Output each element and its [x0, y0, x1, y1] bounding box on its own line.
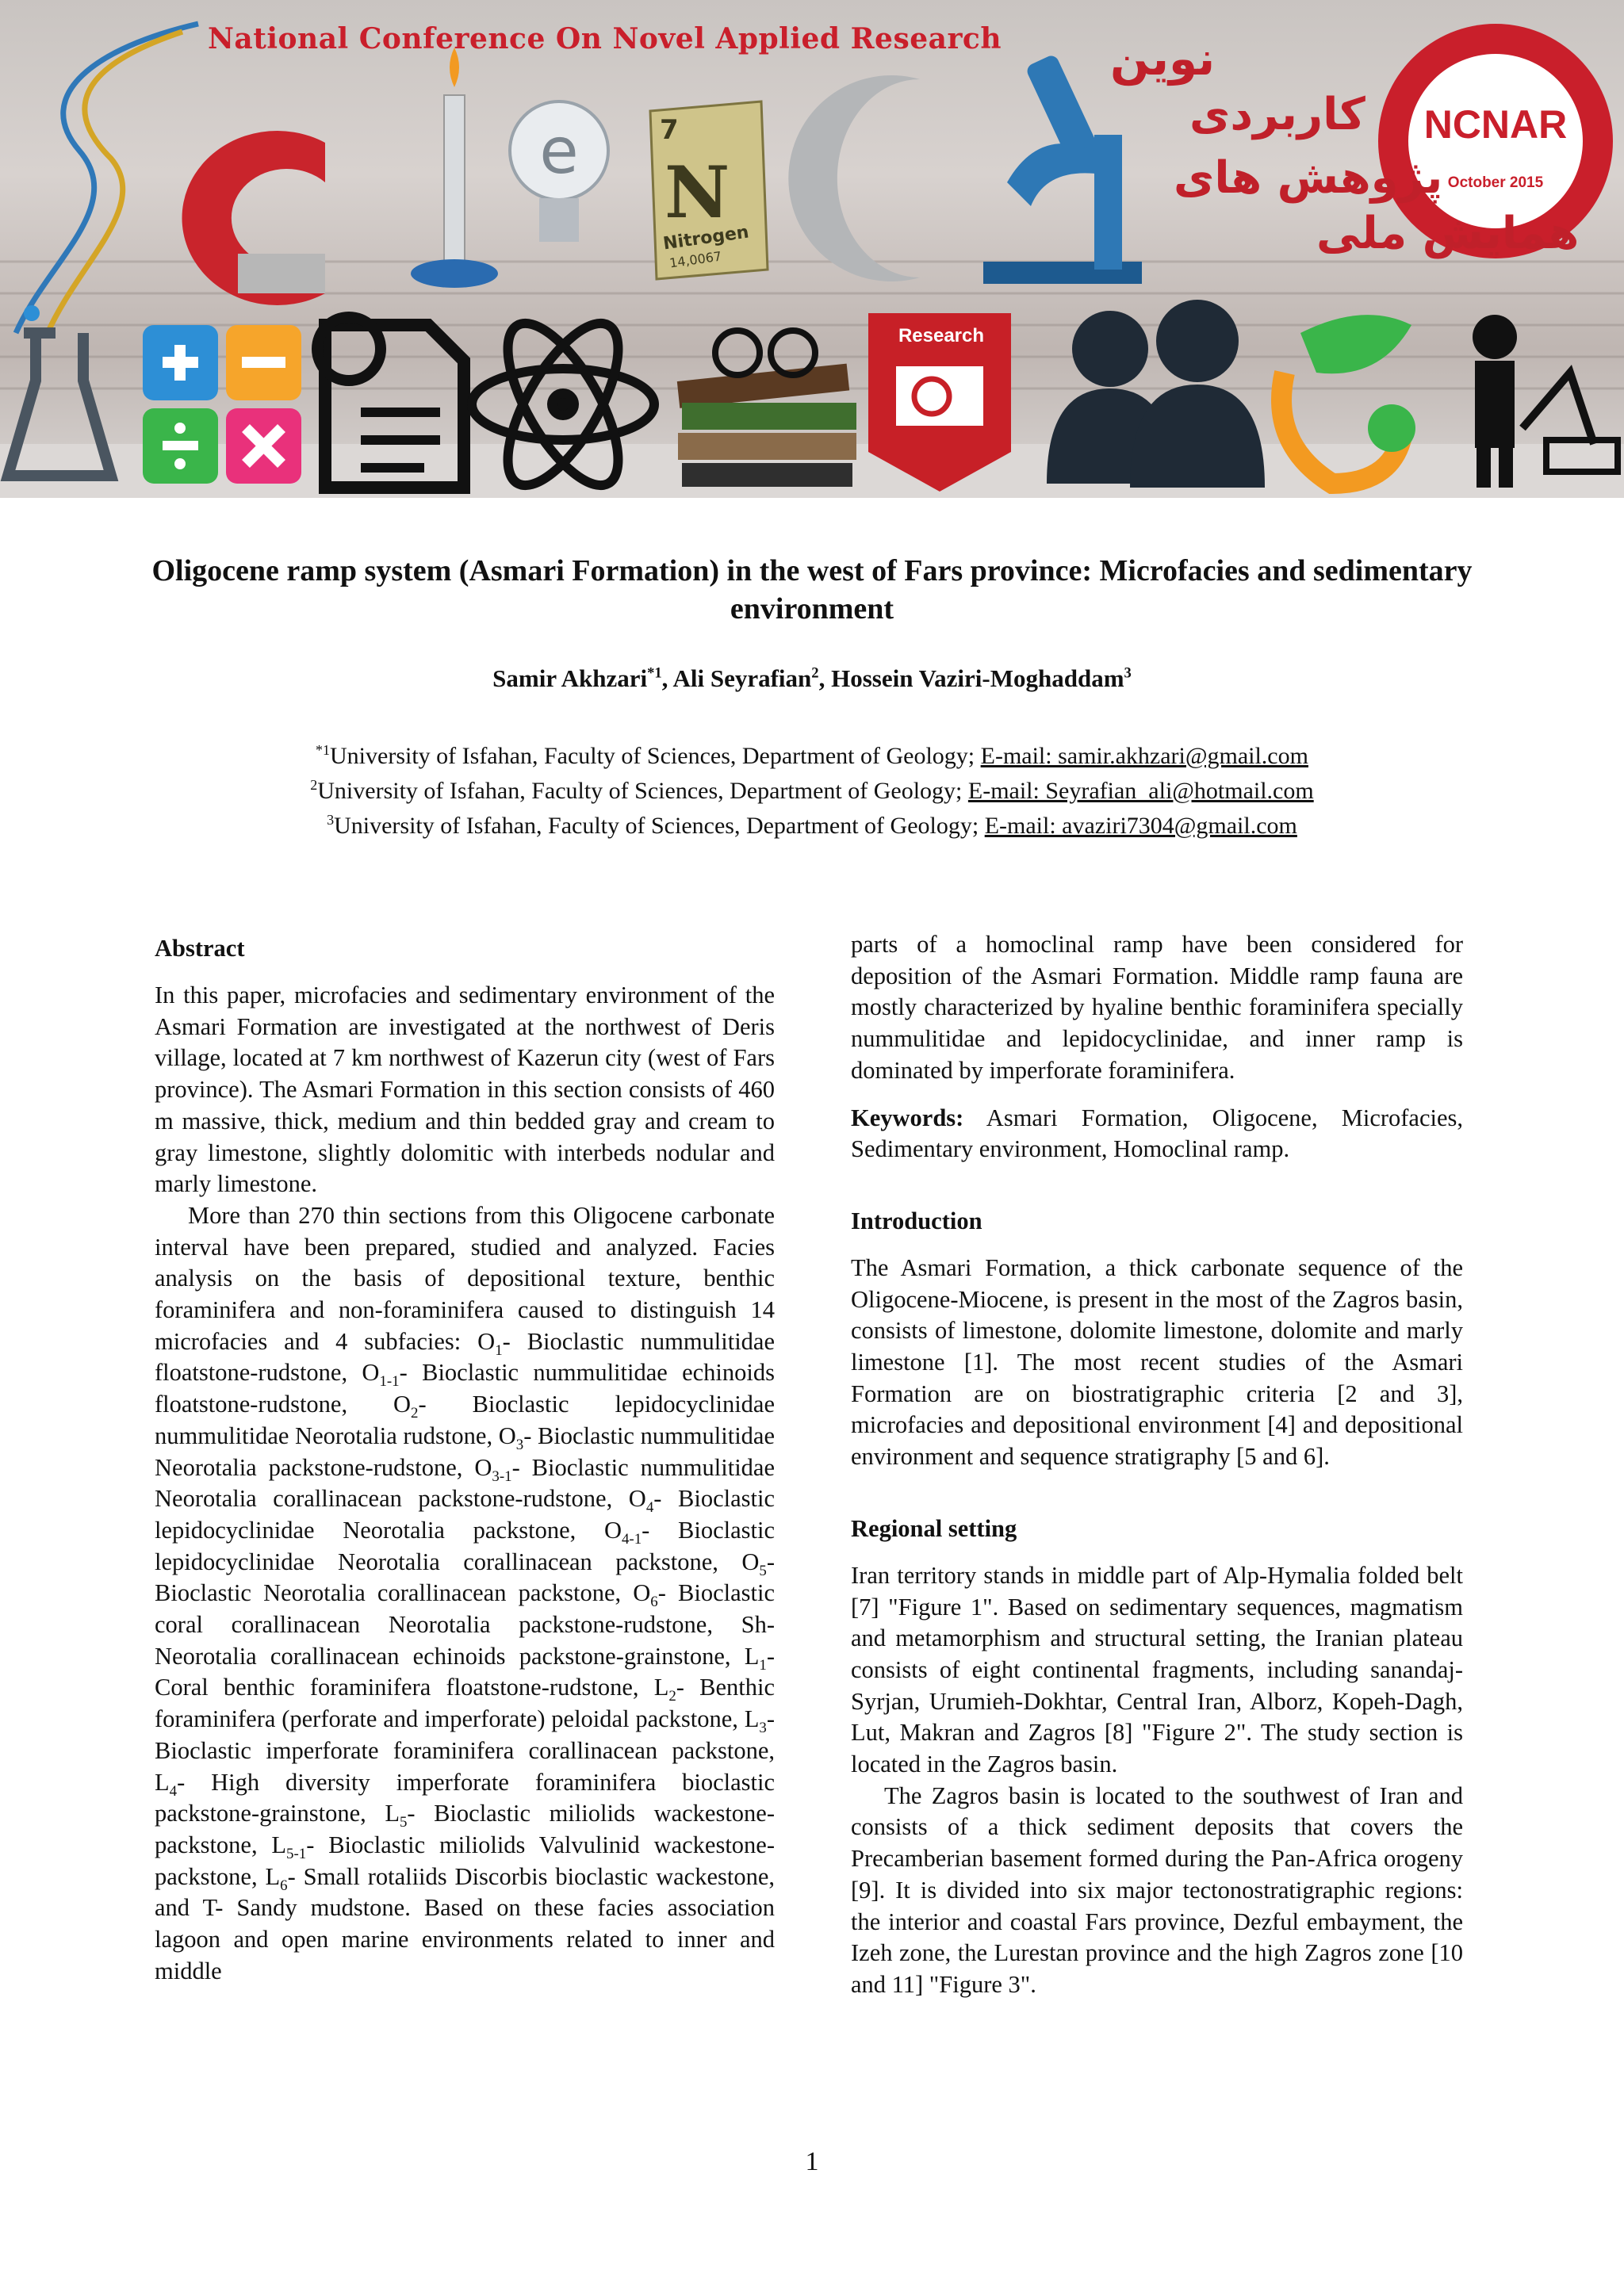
paper-title: Oligocene ramp system (Asmari Formation) in the west of Fars province: Microfacies and sedimentary environment	[151, 554, 1473, 626]
persian-title-line-1: نوین	[1110, 32, 1216, 86]
facies-description: - Bioclastic nummulitidae echinoids floatstone-rudstone,	[155, 1359, 776, 1418]
affiliation-mark: 2	[310, 777, 318, 793]
introduction-paragraph: The Asmari Formation, a thick carbonate sequence of the Oligocene-Miocene, is present in the most of the Zagros basin, consists of limestone, dolomite limestone, dolomite and marly limestone [1]. The most recent studies of the Asmari Formation are on biostratigraphic criteria [2 and 3], microfacies and depositional environment [4] and depositional environment and sequence stratigraphy [5 and 6].	[851, 1253, 1463, 1471]
regional-setting-heading: Regional setting	[851, 1514, 1017, 1542]
facies-code: O	[477, 1327, 496, 1355]
affiliation-mark: *1	[316, 742, 331, 758]
abstract-paragraph-2-continued: parts of a homoclinal ramp have been considered for deposition of the Asmari Formation. Middle ramp fauna are mostly characterized by hyaline benthic foraminifera specially nummulitidae and lepidocyclinidae, and inner ramp is dominated by imperforate foraminifera.	[851, 931, 1463, 1084]
facies-code-subscript: 1-1	[379, 1373, 400, 1391]
facies-description: - Bioclastic nummulitidae Neorotalia corallinacean packstone-rudstone,	[155, 1453, 775, 1513]
affiliation-text: University of Isfahan, Faculty of Sciences, Department of Geology;	[330, 743, 981, 769]
keywords-label: Keywords:	[851, 1104, 964, 1131]
facies-code-subscript: 2	[411, 1405, 419, 1422]
seal-acronym: NCNAR	[1423, 102, 1568, 147]
facies-code-subscript: 4	[645, 1499, 654, 1517]
facies-description: - Bioclastic lepidocyclinidae nummulitidae Neorotalia rudstone,	[155, 1391, 776, 1449]
persian-title-line-3: پژوهش های	[1174, 152, 1443, 204]
right-column	[851, 929, 1463, 2001]
regional-paragraph-1: Iran territory stands in middle part of Alp-Hymalia folded belt [7] "Figure 1". Based on sedimentary sequences, magmatism and metamorphism and structural setting, the Iranian plateau consists of eight continental fragments, including sanandaj-Syrjan, Urumieh-Dokhtar, Central Iran, Alborz, Kopeh-Dagh, Lut, Makran and Zagros [8] "Figure 2". The study section is located in the Zagros basin.	[851, 1561, 1463, 1778]
bunsen-burner-icon	[411, 48, 498, 288]
introduction-heading: Introduction	[851, 1207, 982, 1234]
facies-code-subscript: 6	[650, 1594, 658, 1611]
facies-code-subscript: 1	[495, 1341, 503, 1359]
author-list: Samir Akhzari$^{*1}$, Ali Seyrafian$^2$, Hossein Vaziri-Moghaddam$^3$	[492, 664, 1132, 692]
page-number: 1	[805, 2147, 819, 2176]
facies-code: O	[633, 1579, 651, 1607]
keywords-paragraph	[851, 1103, 1463, 1165]
email-link[interactable]: E-mail: avaziri7304@gmail.com	[984, 813, 1297, 839]
author-mark: 3	[1124, 664, 1132, 682]
abstract-p2-end-lead: Based on these facies association lagoon and open marine environments related to inner and middle	[155, 1894, 775, 1984]
keywords-text: Asmari Formation, Oligocene, Microfacies, Sedimentary environment, Homoclinal ramp.	[851, 1104, 1463, 1163]
facies-code-subscript: 6	[280, 1877, 288, 1894]
users-group-icon	[1047, 300, 1265, 488]
regional-paragraph-2: The Zagros basin is located to the southwest of Iran and consists of a thick sediment deposits that covers the Precamberian basement formed during the Pan-Africa orogeny [9]. It is divided into six major tectonostratigraphic regions: the interior and coastal Fars province, Dezful embayment, the Izeh zone, the Lurestan province and the high Zagros zone [10 and 11] "Figure 3".	[851, 1781, 1463, 1998]
affiliation-line	[143, 739, 1481, 774]
light-bulb-icon	[510, 101, 608, 242]
facies-description: - Bioclastic lepidocyclinidae Neorotalia packstone,	[155, 1485, 775, 1544]
email-link[interactable]: E-mail: Seyrafian_ali@hotmail.com	[967, 778, 1314, 804]
left-column	[155, 932, 775, 1988]
facies-list	[155, 1328, 775, 1922]
facies-code: O	[628, 1485, 646, 1513]
facies-code: L	[155, 1768, 170, 1796]
facies-code-subscript: 3-1	[492, 1468, 512, 1485]
affiliation-text: University of Isfahan, Faculty of Sciences, Department of Geology;	[317, 778, 968, 804]
facies-code: O	[362, 1359, 380, 1387]
element-name: Nitrogen	[661, 222, 750, 254]
facies-description: - Benthic foraminifera (perforate and imperforate) peloidal packstone,	[155, 1674, 775, 1733]
books-stack-icon	[677, 331, 856, 487]
facies-description: - Small rotaliids Discorbis bioclastic wackestone, and T- Sandy mudstone.	[155, 1862, 775, 1922]
facies-code: L	[744, 1642, 760, 1670]
facies-description: - Coral benthic foraminifera floatstone-rudstone,	[155, 1642, 775, 1701]
abstract-p2-intro: More than 270 thin sections from this Oligocene carbonate interval have been prepared, studied and analyzed. Facies analysis on the basis of depositional texture, benthic foraminifera and non-foraminifera caused to distinguish 14 microfacies and 4 subfacies:	[155, 1201, 775, 1355]
svg-text:e: e	[539, 114, 579, 188]
element-mass: 14,0067	[668, 248, 723, 271]
author-mark: 2	[811, 664, 819, 682]
abstract-heading: Abstract	[155, 935, 245, 962]
conference-banner	[0, 0, 1624, 498]
facies-code: L	[653, 1674, 669, 1701]
dna-helix-icon	[16, 24, 198, 333]
facies-code: O	[741, 1548, 760, 1575]
facies-description: - Bioclastic imperforate foraminifera corallinacean packstone,	[155, 1705, 775, 1764]
facies-description: - Bioclastic nummulitidae Neorotalia packstone-rudstone,	[155, 1422, 776, 1481]
facies-code-subscript: 2	[668, 1688, 676, 1705]
facies-code: L	[271, 1831, 287, 1858]
affiliation-line	[143, 774, 1481, 809]
facies-code-subscript: 5	[759, 1562, 767, 1579]
affiliations	[143, 739, 1481, 844]
facies-description: - Bioclastic Neorotalia corallinacean packstone,	[155, 1548, 775, 1607]
facies-description: - Bioclastic coral corallinacean Neorotalia packstone-rudstone, Sh- Neorotalia corallinacean echinoids packstone-grainstone,	[155, 1579, 775, 1670]
facies-code: O	[603, 1516, 622, 1544]
facies-code-subscript: 4	[169, 1782, 178, 1800]
abstract-paragraph-1: In this paper, microfacies and sedimentary environment of the Asmari Formation are investigated at the northwest of Deris village, located at 7 km northwest of Kazerun city (west of Fars province). The Asmari Formation in this section consists of 460 m massive, thick, medium and thin bedded gray and cream to gray limestone, slightly dolomitic with interbeds nodular and marly limestone.	[155, 982, 775, 1198]
author-name: Samir Akhzari	[492, 664, 648, 692]
persian-title-line-4: همایش ملی	[1316, 208, 1580, 259]
element-symbol: N	[665, 151, 730, 235]
email-link[interactable]: E-mail: samir.akhzari@gmail.com	[980, 743, 1308, 769]
facies-code: L	[385, 1800, 400, 1827]
conference-title: National Conference On Novel Applied Research	[208, 22, 1002, 55]
facies-code: O	[393, 1391, 412, 1418]
facies-code: L	[265, 1862, 281, 1890]
facies-description: - Bioclastic miliolids wackestone-packstone,	[155, 1800, 775, 1858]
facies-description: - Bioclastic nummulitidae floatstone-rudstone,	[155, 1327, 776, 1387]
facies-description: - Bioclastic lepidocyclinidae Neorotalia corallinacean packstone,	[155, 1516, 775, 1575]
element-number: 7	[660, 114, 679, 146]
facies-code-subscript: 5	[399, 1814, 408, 1831]
author-name: Ali Seyrafian	[672, 664, 812, 692]
research-badge-label: Research	[898, 325, 985, 346]
facies-description: - Bioclastic miliolids Valvulinid wackestone-packstone,	[155, 1831, 775, 1890]
facies-code-subscript: 3	[515, 1436, 524, 1453]
affiliation-line	[143, 809, 1481, 844]
facies-code: O	[474, 1453, 492, 1481]
facies-code: O	[498, 1422, 516, 1449]
author-mark: *1	[647, 664, 662, 682]
facies-code-subscript: 4-1	[621, 1531, 642, 1548]
author-name: Hossein Vaziri-Moghaddam	[831, 664, 1124, 692]
affiliation-mark: 3	[327, 812, 335, 828]
facies-code-subscript: 5-1	[286, 1846, 307, 1863]
facies-code-subscript: 1	[759, 1656, 767, 1674]
abstract-paragraph-2	[155, 1200, 775, 1988]
facies-code-subscript: 3	[759, 1720, 767, 1737]
seal-date: October 2015	[1447, 174, 1544, 191]
facies-description: - High diversity imperforate foraminifera bioclastic packstone-grainstone,	[155, 1768, 775, 1827]
persian-title-line-2: کاربردی	[1189, 89, 1365, 140]
crescent-icon	[788, 75, 920, 281]
affiliation-text: University of Isfahan, Faculty of Sciences, Department of Geology;	[334, 813, 985, 839]
facies-code: L	[744, 1705, 760, 1733]
microscope-icon	[983, 53, 1142, 284]
